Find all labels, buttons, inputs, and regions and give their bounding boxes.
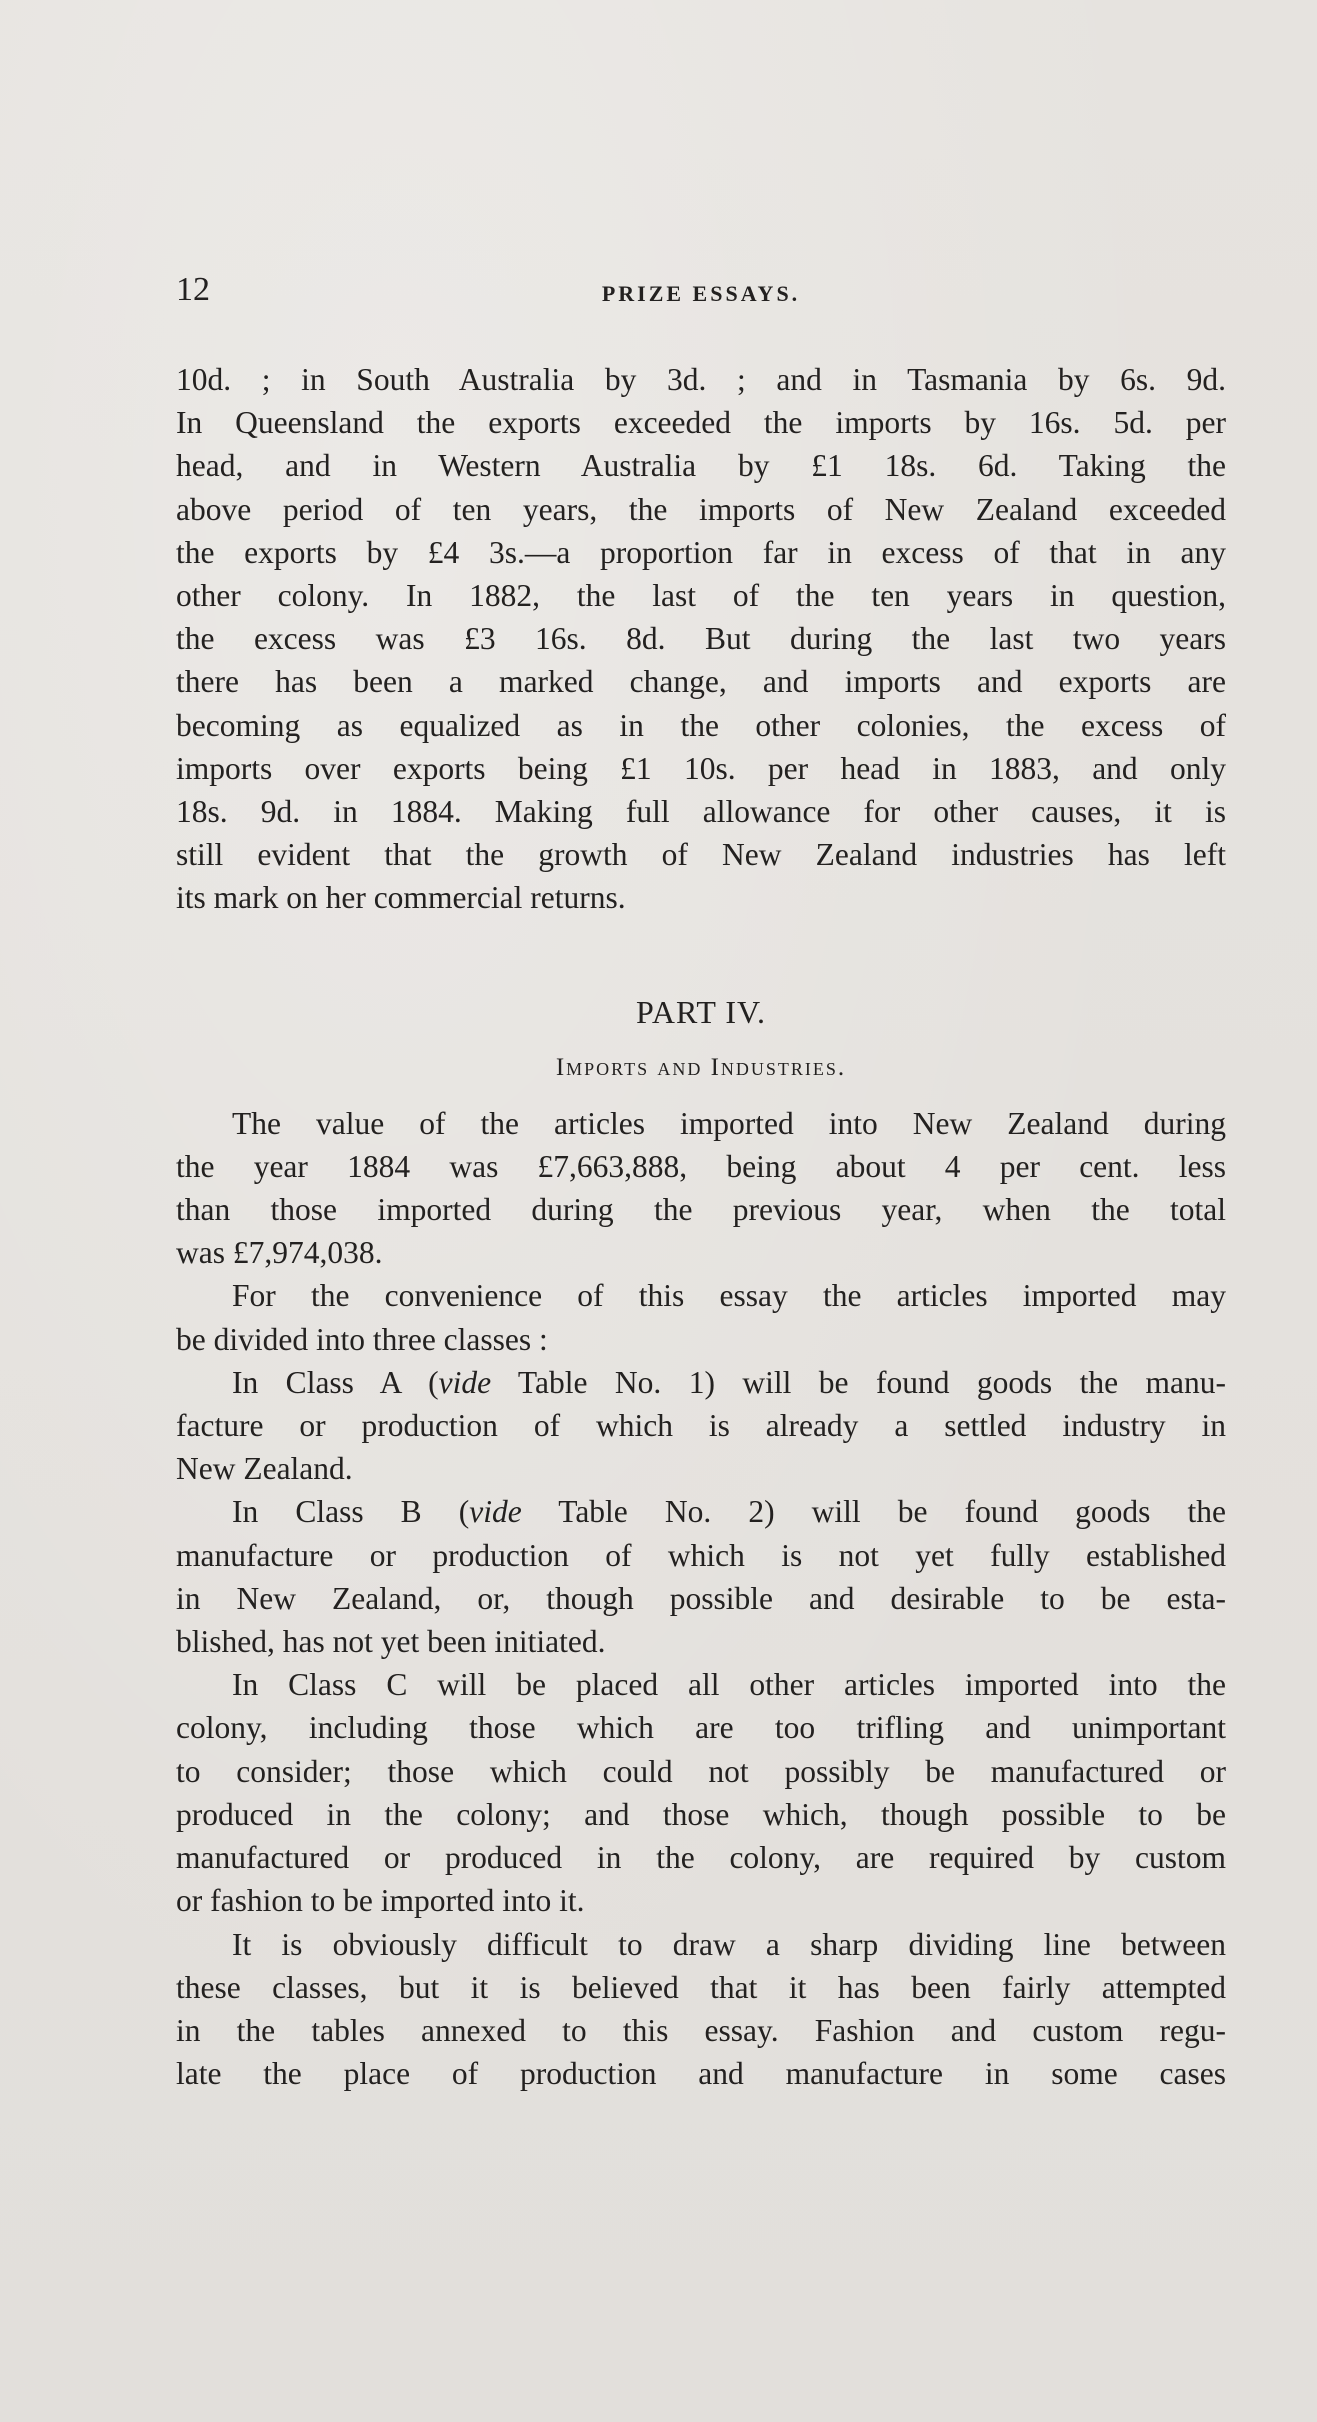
page-header: [176, 268, 1226, 312]
paragraph-classes: [176, 1274, 1226, 1360]
text-line: than those imported during the previous year, when the total: [176, 1192, 1226, 1228]
text-line: was £7,974,038.: [176, 1235, 383, 1271]
text-line: The value of the articles imported into New Zealand during: [232, 1105, 1226, 1141]
text-line: these classes, but it is believed that it has been fairly attempted: [176, 1969, 1226, 2005]
paragraph-class-b: [176, 1490, 1226, 1663]
paragraph-class-c: [176, 1663, 1226, 1922]
text-segment: Table No. 1) will be found goods the manu-: [491, 1364, 1227, 1400]
text-line: or fashion to be imported into it.: [176, 1883, 585, 1919]
text-line: be divided into three classes :: [176, 1321, 548, 1357]
text-line: still evident that the growth of New Zealand industries has left: [176, 837, 1226, 873]
page-number: 12: [176, 271, 210, 308]
running-head: PRIZE ESSAYS.: [601, 281, 801, 306]
text-line: New Zealand.: [176, 1451, 353, 1487]
part-heading: PART IV.: [636, 993, 766, 1030]
text-line: above period of ten years, the imports of New Zealand exceeded: [176, 491, 1226, 527]
text-line: blished, has not yet been initiated.: [176, 1624, 606, 1660]
text-line: 18s. 9d. in 1884. Making full allowance for other causes, it is: [176, 794, 1226, 830]
text-line: In Queensland the exports exceeded the imports by 16s. 5d. per: [176, 405, 1226, 441]
text-line: For the convenience of this essay the articles imported may: [232, 1278, 1226, 1314]
text-line: the year 1884 was £7,663,888, being about 4 per cent. less: [176, 1148, 1226, 1184]
text-segment: Table No. 2) will be found goods the: [521, 1494, 1226, 1530]
text-line: in the tables annexed to this essay. Fashion and custom regu-: [176, 2012, 1226, 2048]
text-line: there has been a marked change, and imports and exports are: [176, 664, 1226, 700]
text-line: It is obviously difficult to draw a sharp dividing line between: [232, 1926, 1226, 1962]
intro-paragraph: [176, 358, 1226, 920]
text-line: imports over exports being £1 10s. per head in 1883, and only: [176, 750, 1226, 786]
italic-text: vide: [438, 1364, 492, 1400]
text-line: In Class C will be placed all other articles imported into the: [232, 1667, 1226, 1703]
text-line: manufactured or produced in the colony, are required by custom: [176, 1840, 1226, 1876]
text-line: in New Zealand, or, though possible and desirable to be esta-: [176, 1580, 1226, 1616]
body-text: [176, 358, 1226, 2095]
text-line: head, and in Western Australia by £1 18s. 6d. Taking the: [176, 448, 1226, 484]
text-line: late the place of production and manufacture in some cases: [176, 2056, 1226, 2092]
paragraph-class-a: [176, 1361, 1226, 1491]
text-line: produced in the colony; and those which, though possible to be: [176, 1796, 1226, 1832]
paragraph-dividing-line: [176, 1923, 1226, 2096]
text-line: to consider; those which could not possibly be manufactured or: [176, 1753, 1226, 1789]
text-line: 10d. ; in South Australia by 3d. ; and in Tasmania by 6s. 9d.: [176, 362, 1226, 397]
text-line: [176, 1361, 1226, 1404]
text-line: the excess was £3 16s. 8d. But during the last two years: [176, 621, 1226, 657]
text-line: its mark on her commercial returns.: [176, 880, 626, 916]
text-line: colony, including those which are too trifling and unimportant: [176, 1710, 1226, 1746]
paragraph-imports-value: [176, 1102, 1226, 1275]
text-line: becoming as equalized as in the other colonies, the excess of: [176, 707, 1226, 743]
text-line: [176, 1490, 1226, 1533]
text-line: manufacture or production of which is not yet fully established: [176, 1537, 1226, 1573]
text-segment: In Class B (: [232, 1494, 470, 1530]
section-heading: Imports and Industries.: [555, 1053, 847, 1081]
text-line: the exports by £4 3s.—a proportion far in excess of that in any: [176, 534, 1226, 570]
italic-text: vide: [469, 1494, 522, 1530]
text-line: other colony. In 1882, the last of the ten years in question,: [176, 578, 1226, 614]
text-segment: In Class A (: [232, 1364, 439, 1400]
text-line: facture or production of which is already a settled industry in: [176, 1408, 1226, 1444]
